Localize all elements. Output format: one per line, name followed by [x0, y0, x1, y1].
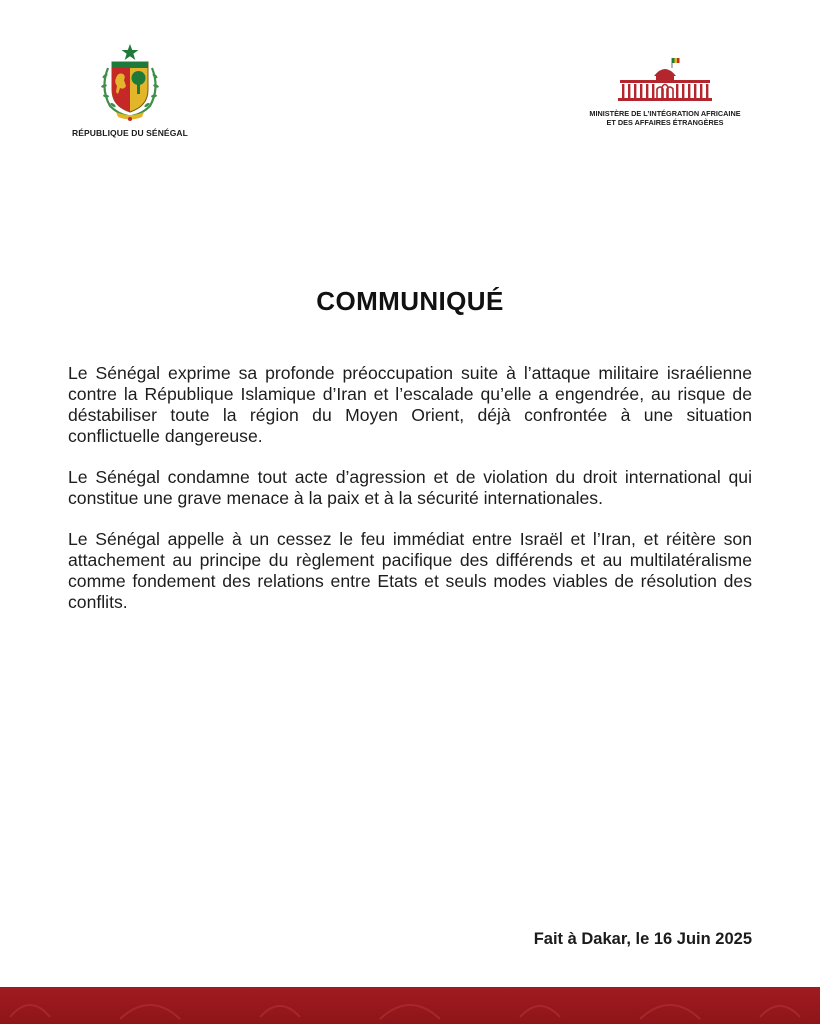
ministry-building-icon [616, 56, 714, 102]
ministry-header [572, 56, 758, 127]
document-title: COMMUNIQUÉ [316, 286, 504, 316]
document-body [68, 363, 752, 633]
paragraph-1: Le Sénégal exprime sa profonde préoccupation suite à l’attaque militaire israélienne contre la République Islamique d’Iran et l’escalade qu’elle a engendrée, au risque de déstabiliser toute la région du Moyen Orient, déjà confrontée à une situation conflictuelle dangereuse. [68, 363, 752, 446]
place-and-date: Fait à Dakar, le 16 Juin 2025 [533, 930, 752, 948]
ministry-name [572, 109, 758, 127]
country-name: RÉPUBLIQUE DU SÉNÉGAL [72, 128, 188, 138]
ministry-name-line1: MINISTÈRE DE L’INTÉGRATION AFRICAINE [589, 109, 741, 118]
ministry-name-line2: ET DES AFFAIRES ÉTRANGÈRES [606, 118, 724, 127]
paragraph-2: Le Sénégal condamne tout acte d’agression et de violation du droit international qui constitue une grave menace à la paix et à la sécurité internationales. [68, 467, 752, 508]
footer-pattern-icon [0, 987, 820, 1024]
footer-band [0, 987, 820, 1024]
republic-header [62, 42, 198, 138]
coat-of-arms-icon [94, 42, 166, 122]
paragraph-3: Le Sénégal appelle à un cessez le feu immédiat entre Israël et l’Iran, et réitère son attachement au principe du règlement pacifique des différends et au multilatéralisme comme fondement des relations entre Etats et seuls modes viables de résolution des conflits. [68, 529, 752, 612]
